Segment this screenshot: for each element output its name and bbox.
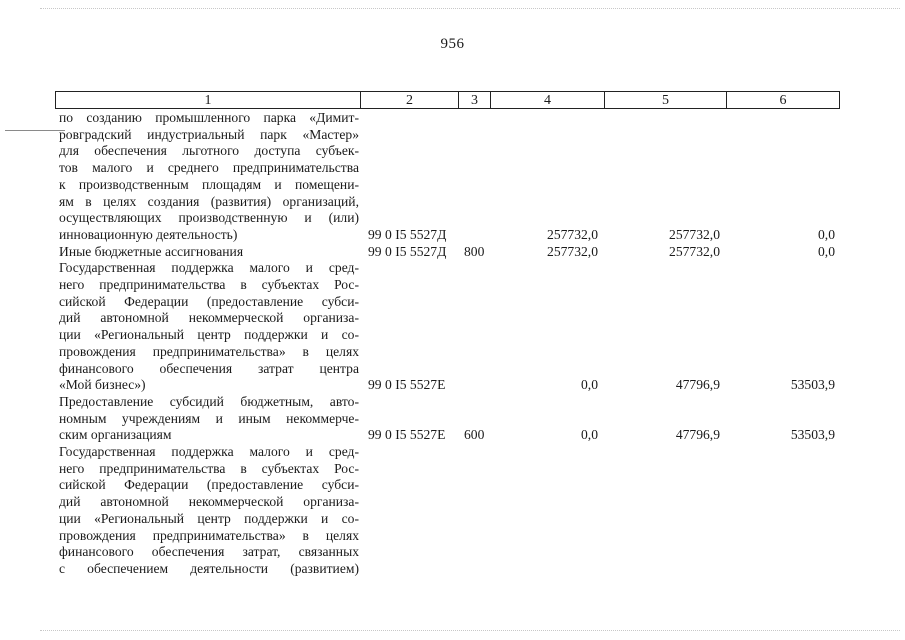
description-line: Иные бюджетные ассигнования [59,243,244,259]
row-value-col4: 257732,0 [547,243,598,259]
description-line: финансового обеспечения затрат центра [59,360,359,376]
row-value-col6: 53503,9 [790,377,835,393]
row-expense-type: 800 [464,243,485,259]
table-row [0,244,905,261]
row-description [59,244,359,261]
header-col-2: 2 [361,92,459,108]
row-value-col5: 47796,9 [675,427,720,443]
description-line: Предоставление субсидий бюджетным, авто- [59,393,359,409]
description-line: номным учреждениям и иным некоммерче- [59,410,359,426]
header-col-5: 5 [605,92,727,108]
table-row [0,260,905,394]
table-header [55,91,840,109]
row-value-col4: 257732,0 [547,226,598,242]
header-col-4: 4 [491,92,605,108]
description-line: по созданию промышленного парка «Димит- [59,110,359,125]
header-col-3: 3 [459,92,491,108]
row-value-col6: 0,0 [818,226,835,242]
row-value-col4: 0,0 [581,377,598,393]
description-line: «Мой бизнес») [59,377,146,393]
description-line: осуществляющих производственную и (или) [59,210,359,226]
row-value-col6: 53503,9 [790,427,835,443]
description-line: для обеспечения льготного доступа субъек- [59,143,359,159]
page-number: 956 [440,36,465,52]
row-value-col5: 47796,9 [675,377,720,393]
description-line: ции «Региональный центр поддержки и со- [59,327,359,343]
description-line: сийской Федерации (предоставление субси- [59,477,359,493]
row-code: 99 0 I5 5527Е [368,427,446,443]
row-expense-type: 600 [464,427,485,443]
row-value-col6: 0,0 [818,243,835,259]
table-row [0,110,905,244]
description-line: него предпринимательства в субъектах Рос- [59,460,359,476]
table-row [0,444,905,578]
scan-artifact-top [40,8,900,11]
description-line: ям в целях создания (развития) организаций, [59,193,359,209]
description-line: сийской Федерации (предоставление субси- [59,293,359,309]
description-line: к производственным площадям и помещени- [59,176,359,192]
table-row [0,394,905,444]
row-description [59,444,359,578]
row-description [59,110,359,244]
description-line: Государственная поддержка малого и сред- [59,260,359,276]
table-body [0,110,905,630]
row-value-col5: 257732,0 [669,226,720,242]
description-line: дий автономной некоммерческой организа- [59,494,359,510]
description-line: провождения предпринимательства» в целях [59,343,359,359]
header-col-6: 6 [779,93,787,108]
description-line: финансового обеспечения затрат, связанных [59,544,359,560]
row-code: 99 0 I5 5527Е [368,377,446,393]
description-line: тов малого и среднего предпринимательства [59,160,359,176]
header-col-1: 1 [56,92,361,108]
description-line: Государственная поддержка малого и сред- [59,444,359,459]
description-line: ским организациям [59,427,172,443]
row-value-col5: 257732,0 [669,243,720,259]
description-line: инновационную деятельность) [59,226,238,242]
row-description [59,394,359,444]
row-code: 99 0 I5 5527Д [368,243,447,259]
row-value-col4: 0,0 [581,427,598,443]
description-line: дий автономной некоммерческой организа- [59,310,359,326]
scan-artifact-bottom [40,630,900,633]
description-line: ровградский индустриальный парк «Мастер» [59,126,359,142]
row-description [59,260,359,394]
description-line: провождения предпринимательства» в целях [59,527,359,543]
row-code: 99 0 I5 5527Д [368,226,447,242]
description-line: с обеспечением деятельности (развитием) [59,560,359,576]
description-line: него предпринимательства в субъектах Рос- [59,277,359,292]
description-line: ции «Региональный центр поддержки и со- [59,510,359,526]
